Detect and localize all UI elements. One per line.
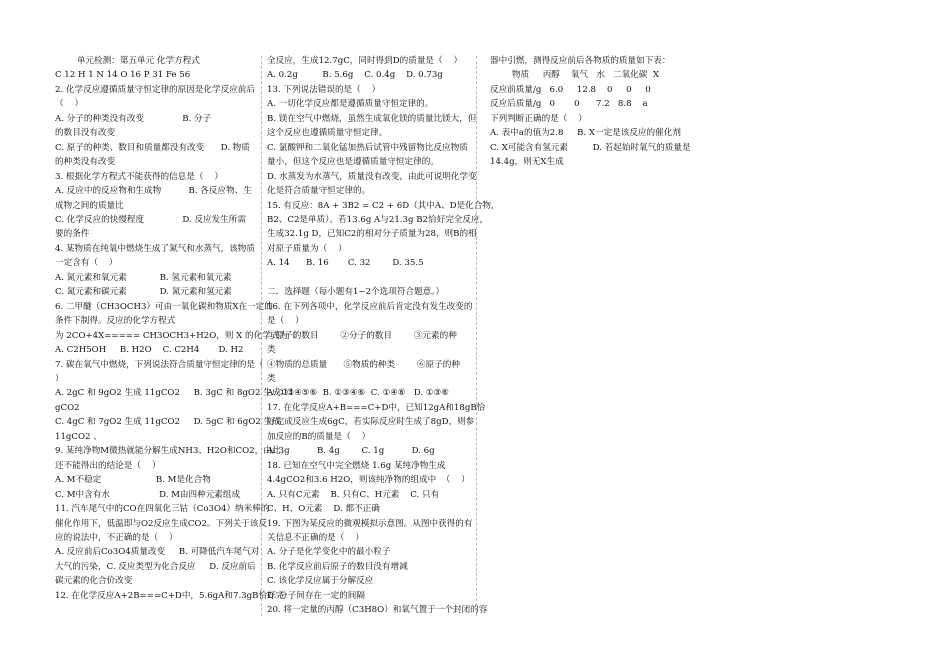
col2-line: ④物质的总质量 ⑤物质的种类 ⑥原子的种: [267, 359, 460, 370]
col1-line: 3. 根据化学方程式不能获得的信息是（ ）: [55, 171, 223, 182]
col2-line: C、H、O元素 D. 都不正确: [267, 504, 380, 515]
col2-line: A. 只有C元素 B. 只有C、H元素 C. 只有: [267, 489, 440, 500]
col1-line: 应的说法中，不正确的是（ ）: [55, 532, 178, 543]
col3-line: 下列判断正确的是（ ）: [490, 113, 587, 124]
col1-line: 11gCO2 、: [55, 431, 102, 442]
col1-line: 9. 某纯净物M微热就能分解生成NH3、H2O和CO2，由此: [55, 446, 281, 457]
col2-line: 二．选择题（每小题有1~2个选项符合题意。）: [267, 287, 445, 298]
col1-line: 碳元素的化合价改变: [55, 576, 133, 587]
col2-line: 是（ ）: [267, 316, 304, 327]
col1-line: C. 原子的种类、数目和质量都没有改变 D. 物质: [55, 142, 250, 153]
col1-line: 4. 某物质在纯氧中燃烧生成了氮气和水蒸气，该物质: [55, 243, 255, 254]
col2-line: 类: [267, 373, 276, 384]
col2-line: 全反应，生成12.7gC，同时得到D的质量是（ ）: [267, 56, 463, 66]
col2-line: 这个反应也遵循质量守恒定律。: [267, 128, 388, 139]
col2-line: 化是符合质量守恒定律的。: [267, 186, 371, 197]
col2-line: A. 一切化学反应都是遵循质量守恒定律的。: [267, 99, 434, 110]
col1-line: 成物之间的质量比: [55, 200, 124, 211]
col1-line: 大气的污染，C. 反应类型为化合反应 D. 反应前后: [55, 561, 256, 572]
col3-line: A. 表中a的值为2.8 B. X一定是该反应的催化剂: [490, 128, 681, 139]
col2-line: B. 镁在空气中燃烧，虽然生成氧化镁的质量比镁大，但: [267, 113, 477, 124]
col1-line: 单元检测：第五单元 化学方程式: [55, 56, 200, 66]
col1-line: ）: [55, 373, 64, 384]
col1-line: C. 化学反应的快慢程度 D. 反应发生所需: [55, 214, 246, 225]
col3-line: 物质 丙醇 氧气 水 二氧化碳 X: [490, 70, 659, 81]
col2-line: A. 0.2g B. 5.6g C. 0.4g D. 0.73g: [267, 70, 443, 81]
col1-line: （ ）: [55, 99, 84, 110]
col2-line: 对原子质量为（ ）: [267, 243, 347, 254]
col2-line: D. 水蒸发为水蒸气，质量没有改变，由此可说明化学变: [267, 171, 477, 182]
col1-line: 2. 化学反应遵循质量守恒定律的原因是化学反应前后: [55, 84, 255, 95]
col2-line: [267, 271, 465, 285]
col1-line: 催化作用下，低温即与O2反应生成CO2。下列关于该反: [55, 518, 268, 529]
right-column: [490, 54, 698, 170]
col1-line: 条件下制得。反应的化学方程式: [55, 316, 176, 327]
col2-line: 类: [267, 345, 276, 356]
col1-line: 11. 汽车尾气中的CO在四氧化三钴（Co3O4）纳米棒的: [55, 504, 270, 515]
col3-line: 反应后质量/g 0 0 7.2 8.8 a: [490, 99, 648, 110]
col2-line: C. 氯酸钾和二氧化锰加热后试管中残留物比反应物质: [267, 142, 468, 153]
col3-line: 14.4g，则无X生成: [490, 157, 564, 168]
col2-line: D. 分子间存在一定的间隔: [267, 590, 365, 601]
col1-line: 6. 二甲醚（CH3OCH3）可由一氧化碳和物质X在一定的: [55, 301, 273, 312]
col1-line: 7. 碳在氧气中燃烧，下列说法符合质量守恒定律的是（: [55, 359, 264, 370]
col1-line: A. 分子的种类没有改变 B. 分子: [55, 113, 212, 124]
col1-line: 要的条件: [55, 229, 90, 240]
col1-line: A. C2H5OH B. H2O C. C2H4 D. H2: [55, 345, 244, 356]
middle-column: [267, 54, 500, 618]
column-divider-2: [476, 56, 477, 616]
col2-line: ①原子的数目 ②分子的数目 ③元素的种: [267, 330, 457, 341]
col1-line: C. 4gC 和 7gO2 生成 11gCO2 D. 5gC 和 6gO2 生成: [55, 417, 281, 428]
col2-line: C. 该化学反应属于分解反应: [267, 576, 374, 587]
col1-line: A. 氮元素和氧元素 B. 氢元素和氧元素: [55, 272, 232, 283]
left-column: [55, 54, 297, 603]
col1-line: 的数目没有改变: [55, 128, 116, 139]
col1-line: 为 2CO+4X===== CH3OCH3+H2O，则 X 的化学式为（: [55, 330, 297, 341]
col1-line: A. M不稳定 B. M是化合物: [55, 475, 211, 486]
col2-line: A. 分子是化学变化中的最小粒子: [267, 547, 391, 558]
col2-line: 18. 已知在空气中完全燃烧 1.6g 某纯净物生成: [267, 460, 446, 471]
col2-line: 19. 下图为某反应的微观模拟示意图。从图中获得的有: [267, 518, 473, 529]
col1-line: C. 氮元素和碳元素 D. 氮元素和氢元素: [55, 287, 232, 298]
col3-line: 反应前质量/g 6.0 12.8 0 0 0: [490, 84, 651, 95]
col2-line: B2、C2是单质）。若13.6g A与21.3g B2恰好完全反应，: [267, 214, 489, 225]
col1-line: A. 反应中的反应物和生成物 B. 各反应物、生: [55, 186, 252, 197]
col1-line: gCO2: [55, 402, 80, 413]
col2-line: A. ①③④⑤⑥ B. ①③④⑥ C. ①④⑥ D. ①③⑥: [267, 388, 449, 399]
col1-line: 还不能得出的结论是（ ）: [55, 460, 161, 471]
col2-line: A. 14 B. 16 C. 32 D. 35.5: [267, 258, 424, 269]
col3-line: 器中引燃，测得反应前后各物质的质量如下表：: [490, 56, 671, 66]
col1-line: 一定含有（ ）: [55, 258, 118, 269]
col2-line: 加反应的B的质量是（ ）: [267, 431, 371, 442]
col1-line: C 12 H 1 N 14 O 16 P 31 Fe 56: [55, 70, 191, 81]
col2-line: 15. 有反应：8A + 3B2 = C2 + 6D（其中A、D是化合物，: [267, 200, 500, 211]
col1-line: 的种类没有改变: [55, 157, 116, 168]
col2-line: 20. 将一定量的丙醇（C3H8O）和氧气置于一个封闭的容: [267, 605, 488, 616]
col1-line: C. M中含有水 D. M由四种元素组成: [55, 489, 241, 500]
col2-line: 4.4gCO2和3.6 H2O，则该纯净物的组成中 （ ）: [267, 475, 470, 486]
col2-line: 量小，但这个反应也是遵循质量守恒定律的。: [267, 157, 439, 168]
col2-line: 16. 在下列各项中，化学反应前后肯定没有发生改变的: [267, 301, 473, 312]
col2-line: 17. 在化学反应A+B===C+D中，已知12gA和18gB恰: [267, 402, 486, 413]
col2-line: A. 3g B. 4g C. 1g D. 6g: [267, 446, 435, 457]
col2-line: 生成32.1g D，已知C2的相对分子质量为28，则B的相: [267, 229, 477, 240]
col2-line: B. 化学反应前后原子的数目没有增减: [267, 561, 408, 572]
col2-line: 关信息不正确的是（ ）: [267, 532, 364, 543]
col3-line: C. X可能含有氢元素 D. 若起始时氧气的质量是: [490, 142, 691, 153]
col1-line: A. 2gC 和 9gO2 生成 11gCO2 B. 3gC 和 8gO2 生成 11: [55, 388, 295, 399]
col1-line: 12. 在化学反应A+2B===C+D中，5.6gA和7.3gB恰好完: [55, 590, 285, 601]
col1-line: A. 反应前后Co3O4质量改变 B. 可降低汽车尾气对: [55, 547, 260, 558]
col2-line: 好完成反应生成6gC，若实际反应时生成了8gD，则参: [267, 417, 475, 428]
col2-line: 13. 下列说法错误的是（ ）: [267, 84, 381, 95]
